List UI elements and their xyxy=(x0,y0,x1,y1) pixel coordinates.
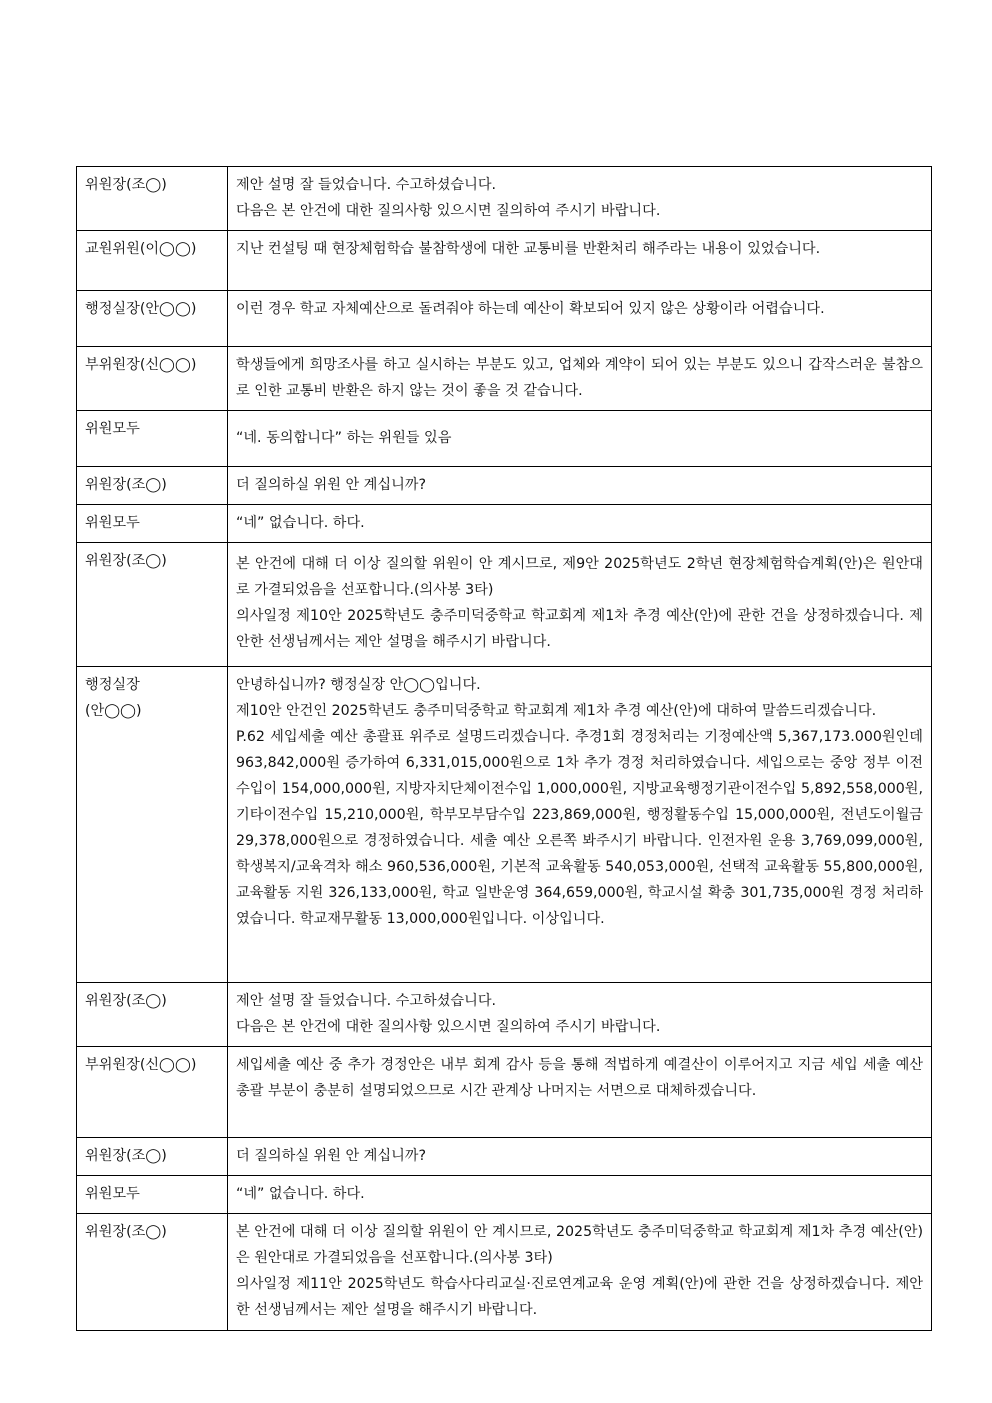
table-row xyxy=(77,1214,932,1331)
speaker-cell: 부위원장(신◯◯) xyxy=(77,1047,228,1138)
table-row xyxy=(77,505,932,543)
minutes-table xyxy=(76,166,932,1331)
table-row xyxy=(77,467,932,505)
speech-cell xyxy=(228,1176,932,1214)
speech-line: 학생들에게 희망조사를 하고 실시하는 부분도 있고, 업체와 계약이 되어 있는 부분도 있으니 갑작스러운 불참으로 인한 교통비 반환은 하지 않는 것이 좋을 것 같습니다. xyxy=(236,357,923,399)
table-row xyxy=(77,667,932,983)
speech-line: “네” 없습니다. 하다. xyxy=(236,1186,365,1202)
speaker-cell: 위원장(조◯) xyxy=(77,167,228,231)
speech-cell xyxy=(228,543,932,667)
speaker-cell: 위원장(조◯) xyxy=(77,543,228,667)
speech-cell xyxy=(228,231,932,291)
speaker-cell: 위원장(조◯) xyxy=(77,983,228,1047)
speech-line: 제안 설명 잘 들었습니다. 수고하셨습니다. xyxy=(236,993,497,1009)
speech-line: 지난 컨설팅 때 현장체험학습 불참학생에 대한 교통비를 반환처리 해주라는 내용이 있었습니다. xyxy=(236,241,821,257)
speech-line: 본 안건에 대해 더 이상 질의할 위원이 안 계시므로, 2025학년도 충주미덕중학교 학교회계 제1차 추경 예산(안)은 원안대로 가결되었음을 선포합니다.(의사봉 3타) xyxy=(236,1224,923,1266)
speaker-cell: 부위원장(신◯◯) xyxy=(77,347,228,411)
speech-line: 이런 경우 학교 자체예산으로 돌려줘야 하는데 예산이 확보되어 있지 않은 상황이라 어렵습니다. xyxy=(236,301,825,317)
table-row xyxy=(77,1047,932,1138)
speech-cell xyxy=(228,983,932,1047)
speaker-cell: 위원장(조◯) xyxy=(77,1138,228,1176)
speech-line: 의사일정 제11안 2025학년도 학습사다리교실·진로연계교육 운영 계획(안)에 관한 건을 상정하겠습니다. 제안한 선생님께서는 제안 설명을 해주시기 바랍니다. xyxy=(236,1276,923,1318)
table-row xyxy=(77,231,932,291)
speaker-cell: 행정실장 (안◯◯) xyxy=(77,667,228,983)
speech-line: 의사일정 제10안 2025학년도 충주미덕중학교 학교회계 제1차 추경 예산(안)에 관한 건을 상정하겠습니다. 제안한 선생님께서는 제안 설명을 해주시기 바랍니다. xyxy=(236,608,923,650)
table-row xyxy=(77,167,932,231)
table-row xyxy=(77,411,932,467)
table-row xyxy=(77,543,932,667)
speech-line: “네” 없습니다. 하다. xyxy=(236,515,365,531)
speech-line: 더 질의하실 위원 안 계십니까? xyxy=(236,477,427,493)
speech-cell xyxy=(228,1047,932,1138)
speech-cell xyxy=(228,667,932,983)
speaker-cell: 위원모두 xyxy=(77,411,228,467)
speaker-cell: 교원위원(이◯◯) xyxy=(77,231,228,291)
speech-cell xyxy=(228,1214,932,1331)
table-row xyxy=(77,347,932,411)
speech-line: 안녕하십니까? 행정실장 안◯◯입니다. xyxy=(236,677,481,693)
speaker-cell: 위원모두 xyxy=(77,505,228,543)
speech-cell xyxy=(228,347,932,411)
speaker-cell: 위원모두 xyxy=(77,1176,228,1214)
speaker-cell: 위원장(조◯) xyxy=(77,1214,228,1331)
speech-line: 다음은 본 안건에 대한 질의사항 있으시면 질의하여 주시기 바랍니다. xyxy=(236,1019,661,1035)
speech-line: 제10안 안건인 2025학년도 충주미덕중학교 학교회계 제1차 추경 예산(안)에 대하여 말씀드리겠습니다. xyxy=(236,703,877,719)
speech-cell xyxy=(228,411,932,467)
speech-line: P.62 세입세출 예산 총괄표 위주로 설명드리겠습니다. 추경1회 경정처리는 기정예산액 5,367,173.000원인데 963,842,000원 증가하여 6,331,015,000원으로 1차 추가 경정 처리하였습니다. 세입으로는 중앙 정부 이전 수입이 154,000,000원, 지방자치단체이전수입 1,000,000원, 지방교육행정기관이전수입 5,892,558,000원, 기타이전수입 15,210,000원, 학부모부담수입 223,869,000원, 행정활동수입 15,000,000원, 전년도이월금 29,378,000원으로 경정하였습니다. 세출 예산 오른쪽 봐주시기 바랍니다. 인전자원 운용 3,769,099,000원, 학생복지/교육격차 해소 960,536,000원, 기본적 교육활동 540,053,000원, 선택적 교육활동 55,800,000원, 교육활동 지원 326,133,000원, 학교 일반운영 364,659,000원, 학교시설 확충 301,735,000원 경정 처리하였습니다. 학교재무활동 13,000,000원입니다. 이상입니다. xyxy=(236,729,923,927)
speech-cell xyxy=(228,505,932,543)
speech-line: 제안 설명 잘 들었습니다. 수고하셨습니다. xyxy=(236,177,497,193)
speech-line: 더 질의하실 위원 안 계십니까? xyxy=(236,1148,427,1164)
speech-line: “네. 동의합니다” 하는 위원들 있음 xyxy=(236,430,452,446)
speaker-cell: 위원장(조◯) xyxy=(77,467,228,505)
speech-line: 세입세출 예산 중 추가 경정안은 내부 회계 감사 등을 통해 적법하게 예결산이 이루어지고 지금 세입 세출 예산 총괄 부분이 충분히 설명되었으므로 시간 관계상 나머지는 서면으로 대체하겠습니다. xyxy=(236,1057,923,1099)
speech-line: 본 안건에 대해 더 이상 질의할 위원이 안 계시므로, 제9안 2025학년도 2학년 현장체험학습계획(안)은 원안대로 가결되었음을 선포합니다.(의사봉 3타) xyxy=(236,556,923,598)
table-row xyxy=(77,1176,932,1214)
speech-cell xyxy=(228,1138,932,1176)
speech-cell xyxy=(228,167,932,231)
speech-cell xyxy=(228,467,932,505)
speech-cell xyxy=(228,291,932,347)
speaker-cell: 행정실장(안◯◯) xyxy=(77,291,228,347)
table-row xyxy=(77,291,932,347)
table-row xyxy=(77,1138,932,1176)
speech-line: 다음은 본 안건에 대한 질의사항 있으시면 질의하여 주시기 바랍니다. xyxy=(236,203,661,219)
table-row xyxy=(77,983,932,1047)
